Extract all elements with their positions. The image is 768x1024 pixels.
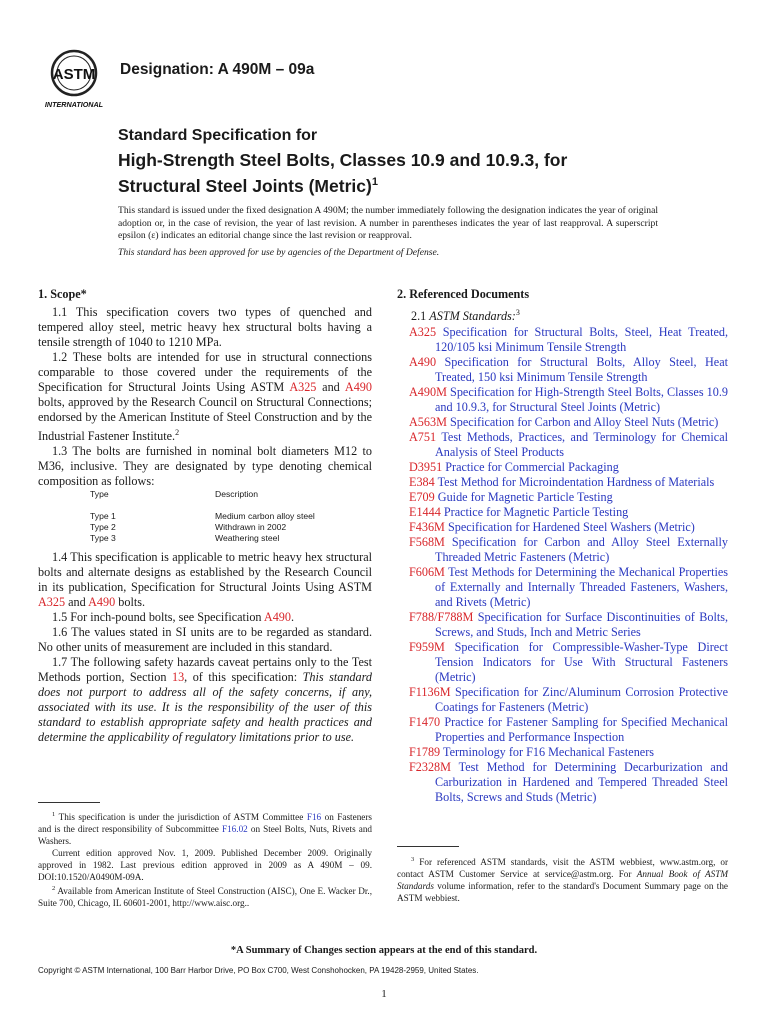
link-a490[interactable]: A490: [263, 610, 291, 624]
reference-code-link[interactable]: F2328M: [409, 760, 451, 775]
para-1-7: [38, 655, 372, 745]
footnote-1-text-a: This specification is under the jurisdiction of ASTM Committee: [58, 812, 307, 823]
reference-item: [409, 430, 728, 460]
para-1-4-text-c: bolts.: [115, 595, 146, 609]
para-1-2-text-b: and: [316, 380, 345, 394]
referenced-documents-section: [397, 287, 728, 805]
reference-code-link[interactable]: E1444: [409, 505, 441, 520]
reference-code-link[interactable]: F788/F788M: [409, 610, 474, 625]
para-1-7-text-b: , of this specification:: [184, 670, 303, 684]
logo-subtext: INTERNATIONAL: [44, 100, 104, 109]
footnote-1-marker: 1: [52, 811, 56, 818]
reference-code-link[interactable]: E709: [409, 490, 435, 505]
reference-code-link[interactable]: F606M: [409, 565, 445, 580]
issuance-notice: This standard is issued under the fixed designation A 490M; the number immediately following the designation indicates the year of original adoption or, in the case of revision, the year of last revision. A number in parentheses indicates the year of last reapproval. A superscript epsilon (ε) indicates an editorial change since the last revision or reapproval.: [118, 205, 658, 242]
reference-code-link[interactable]: A563M: [409, 415, 447, 430]
logo-text: ASTM: [52, 66, 96, 83]
reference-title-link[interactable]: Specification for High-Strength Steel Bolts, Classes 10.9 and 10.9.3, for Structural Steel Joints (Metric): [435, 385, 729, 415]
reference-title-link[interactable]: Specification for Hardened Steel Washers (Metric): [447, 520, 695, 535]
reference-title-link[interactable]: Test Methods, Practices, and Terminology for Chemical Analysis of Steel Products: [435, 430, 728, 460]
footnote-1-text-b: on Fasteners and is the direct responsibility of Subcommittee: [38, 812, 372, 835]
reference-item: [409, 760, 728, 805]
footnote-3-italic: Annual Book of ASTM Standards: [397, 869, 729, 892]
reference-title-link[interactable]: Practice for Fastener Sampling for Specified Mechanical Properties and Performance Inspection: [435, 715, 728, 745]
para-1-2-text-a: 1.2 These bolts are intended for use in structural connections comparable to those covered under the requirements of the Specification for Structural Joints Using ASTM: [38, 350, 372, 394]
footnote-3-marker: 3: [411, 856, 415, 863]
para-1-6: 1.6 The values stated in SI units are to be regarded as standard. No other units of measurement are included in this standard.: [38, 625, 372, 654]
title-line-2-text: Structural Steel Joints (Metric): [118, 175, 372, 196]
scope-section-bottom: [38, 550, 372, 745]
reference-code-link[interactable]: F1470: [409, 715, 441, 730]
subheading-title: ASTM Standards:: [429, 309, 516, 324]
reference-code-link[interactable]: E384: [409, 475, 435, 490]
title-line-1: High-Strength Steel Bolts, Classes 10.9 and 10.9.3, for: [118, 150, 568, 170]
reference-item: [409, 460, 728, 475]
reference-item: [409, 535, 728, 565]
table-header-type: Type: [90, 489, 109, 499]
footnote-ref-2: 2: [175, 428, 180, 437]
reference-code-link[interactable]: A325: [409, 325, 437, 340]
footnote-1-text-c: on Steel Bolts, Nuts, Rivets and Washers.: [38, 824, 373, 847]
reference-title-link[interactable]: Specification for Carbon and Alloy Steel Nuts (Metric): [449, 415, 719, 430]
reference-item: [409, 565, 728, 610]
link-a490[interactable]: A490: [344, 380, 372, 394]
footnote-divider: [397, 846, 459, 847]
para-1-4: [38, 550, 372, 610]
footnote-1-edition: Current edition approved Nov. 1, 2009. Published December 2009. Originally approved in 1982. Last previous edition approved in 2009 as A 490M – 09. DOI:10.1520/A0490M-09A.: [38, 848, 372, 883]
reference-code-link[interactable]: F959M: [409, 640, 445, 655]
page-title: [118, 149, 738, 197]
reference-item: [409, 505, 728, 520]
reference-title-link[interactable]: Specification for Structural Bolts, Steel, Heat Treated, 120/105 ksi Minimum Tensile Strength: [435, 325, 729, 355]
reference-title-link[interactable]: Specification for Zinc/Aluminum Corrosion Protective Coatings for Fasteners (Metric): [435, 685, 728, 715]
table-cell-type: Type 2: [90, 522, 116, 532]
link-a325[interactable]: A325: [38, 595, 66, 609]
reference-item: [409, 745, 728, 760]
reference-code-link[interactable]: D3951: [409, 460, 443, 475]
para-1-2-text-c: bolts, approved by the Research Council on Structural Connections; endorsed by the American Institute of Steel Construction and by the Industrial Fastener Institute.: [38, 395, 372, 444]
summary-note: *A Summary of Changes section appears at the end of this standard.: [230, 945, 538, 956]
page-number: 1: [381, 988, 387, 1000]
reference-code-link[interactable]: F1136M: [409, 685, 451, 700]
reference-code-link[interactable]: F436M: [409, 520, 445, 535]
title-footnote-ref: 1: [371, 176, 378, 188]
reference-item: [409, 355, 728, 385]
reference-item: [409, 685, 728, 715]
reference-title-link[interactable]: Specification for Carbon and Alloy Steel Externally Threaded Metric Fasteners (Metric): [435, 535, 728, 565]
footnote-3-text-a: For referenced ASTM standards, visit the ASTM webbiest, www.astm.org, or contact ASTM Customer Service at service@astm.org. For: [397, 857, 729, 880]
footnote-3-text-b: volume information, refer to the standard's Document Summary page on the ASTM webbiest.: [397, 881, 728, 904]
link-section-13[interactable]: 13: [171, 670, 185, 684]
reference-title-link[interactable]: Test Methods for Determining the Mechanical Properties of Externally and Internally Threaded Fasteners, Washers, and Rivets (Metric): [435, 565, 729, 610]
reference-title-link[interactable]: Specification for Surface Discontinuities of Bolts, Screws, and Studs, Inch and Metric Series: [435, 610, 729, 640]
title-line-2: [118, 171, 738, 197]
reference-title-link[interactable]: Specification for Compressible-Washer-Type Direct Tension Indicators for Use With Structural Fasteners (Metric): [435, 640, 728, 685]
reference-item: [409, 415, 728, 430]
link-f16-02[interactable]: F16.02: [221, 824, 248, 835]
reference-item: [409, 715, 728, 745]
spec-kind: Standard Specification for: [118, 127, 318, 144]
reference-item: [409, 520, 728, 535]
footnote-2-text: Available from American Institute of Steel Construction (AISC), One E. Wacker Dr., Suite 700, Chicago, IL 60601-2001, http://www.aisc.org..: [38, 886, 372, 909]
reference-item: [409, 490, 728, 505]
subheading-number: 2.1: [411, 309, 430, 324]
footnote-divider: [38, 802, 100, 803]
footnotes-left: [38, 809, 372, 909]
link-f16[interactable]: F16: [306, 812, 322, 823]
designation: Designation: A 490M – 09a: [120, 61, 315, 78]
astm-logo: [36, 46, 112, 110]
para-1-7-text-a: 1.7 The following safety hazards caveat pertains only to the Test Methods portion, Section: [38, 655, 372, 684]
reference-item: [409, 325, 728, 355]
table-cell-description: Medium carbon alloy steel: [215, 511, 315, 521]
para-1-4-text-a: 1.4 This specification is applicable to metric heavy hex structural bolts and alternate designs as established by the Research Council in its publication, Specification for Structural Joints Using ASTM: [38, 550, 372, 594]
para-1-3: 1.3 The bolts are furnished in nominal bolt diameters M12 to M36, inclusive. They are designated by type denoting chemical composition as follows:: [38, 444, 372, 489]
para-1-5-text-a: 1.5 For inch-pound bolts, see Specification: [52, 610, 264, 624]
para-1-5: [38, 610, 372, 625]
reference-list: [397, 325, 728, 805]
scope-section-top: [38, 287, 372, 489]
reference-item: [409, 610, 728, 640]
reference-item: [409, 640, 728, 685]
table-header-description: Description: [215, 489, 258, 499]
table-cell-type: Type 3: [90, 533, 116, 543]
reference-code-link[interactable]: A490: [409, 355, 437, 370]
table-cell-type: Type 1: [90, 511, 116, 521]
reference-title-link[interactable]: Practice for Magnetic Particle Testing: [443, 505, 629, 520]
footnote-3-body: [397, 854, 728, 904]
reference-title-link[interactable]: Practice for Commercial Packaging: [445, 460, 619, 475]
reference-code-link[interactable]: A751: [409, 430, 437, 445]
link-a490[interactable]: A490: [88, 595, 116, 609]
para-1-4-text-b: and: [65, 595, 89, 609]
reference-title-link[interactable]: Test Method for Determining Decarburization and Carburization in Hardened and Tempered Threaded Steel Bolts, Screws and Studs (Metric): [435, 760, 729, 805]
reference-title-link[interactable]: Test Method for Microindentation Hardness of Materials: [437, 475, 715, 490]
defense-note: This standard has been approved for use by agencies of the Department of Defense.: [118, 247, 440, 258]
reference-title-link[interactable]: Terminology for F16 Mechanical Fasteners: [442, 745, 655, 760]
link-a325[interactable]: A325: [289, 380, 317, 394]
safety-caveat: This standard does not purport to address all of the safety concerns, if any, associated with its use. It is the responsibility of the user of this standard to establish appropriate safety and health practices and determine the applicability of regulatory limitations prior to use.: [38, 670, 372, 744]
references-heading: 2. Referenced Documents: [397, 287, 530, 301]
scope-heading: 1. Scope*: [38, 287, 87, 301]
footnote-1: [38, 809, 372, 847]
reference-item: [409, 475, 728, 490]
footnote-2: [38, 883, 372, 909]
reference-code-link[interactable]: F1789: [409, 745, 441, 760]
footnote-2-marker: 2: [52, 885, 56, 893]
reference-item: [409, 385, 728, 415]
astm-standards-subheading: [397, 305, 728, 324]
para-1-2: [38, 350, 372, 444]
reference-code-link[interactable]: F568M: [409, 535, 445, 550]
reference-title-link[interactable]: Specification for Structural Bolts, Alloy Steel, Heat Treated, 150 ksi Minimum Tensile Strength: [435, 355, 728, 385]
footnote-ref-3: 3: [515, 308, 520, 317]
para-1-5-text-b: .: [291, 610, 295, 624]
footnote-3: [397, 854, 728, 904]
copyright: Copyright © ASTM International, 100 Barr Harbor Drive, PO Box C700, West Conshohocken, PA 19428-2959, United States.: [38, 966, 479, 975]
table-cell-description: Withdrawn in 2002: [215, 522, 287, 532]
table-cell-description: Weathering steel: [215, 533, 280, 543]
reference-title-link[interactable]: Guide for Magnetic Particle Testing: [437, 490, 613, 505]
para-1-1: 1.1 This specification covers two types of quenched and tempered alloy steel, metric heavy hex structural bolts having a tensile strength of 1040 to 1210 MPa.: [38, 305, 372, 349]
reference-code-link[interactable]: A490M: [409, 385, 447, 400]
